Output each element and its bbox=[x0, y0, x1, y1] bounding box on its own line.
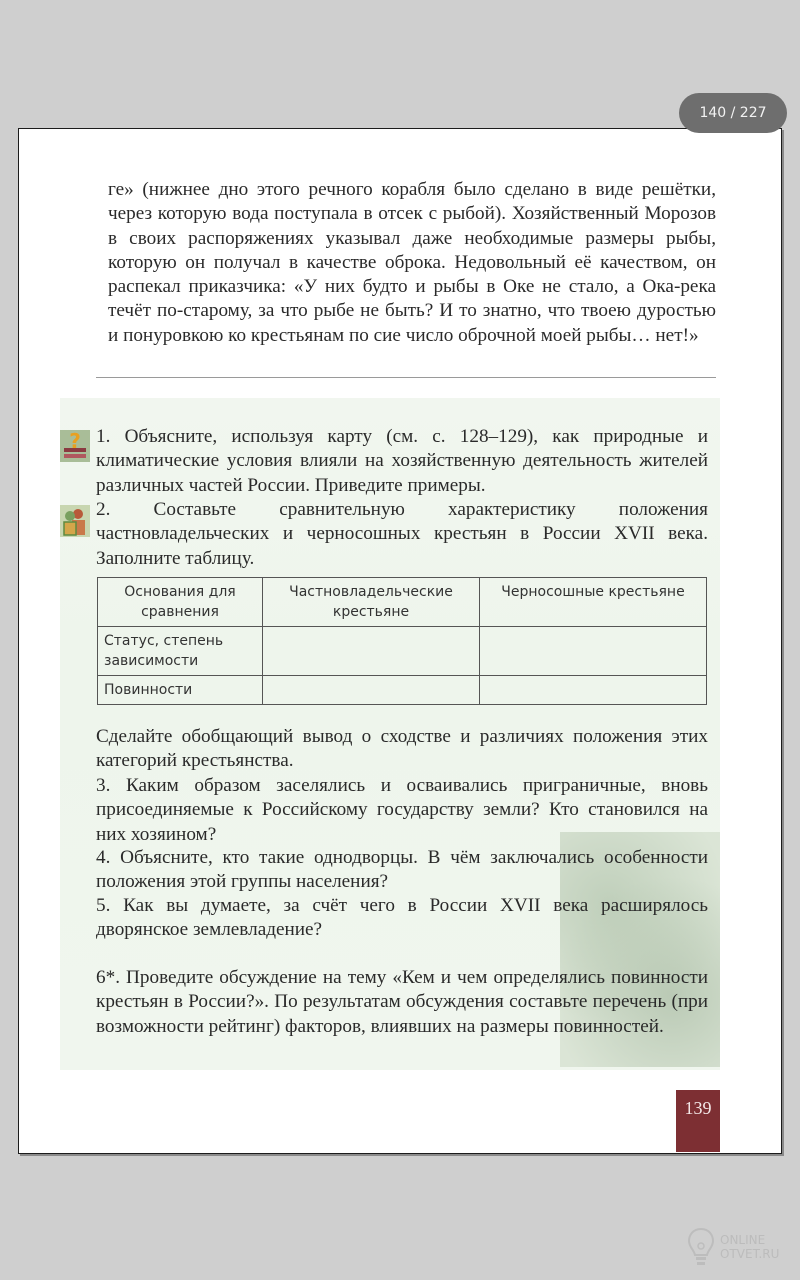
table-cell bbox=[263, 627, 480, 676]
task-1 bbox=[96, 425, 708, 498]
task-2-text: 2. Составьте сравнительную характеристику положения частновладельческих и черносошных крестьян в России XVII века. Заполните таблицу. bbox=[96, 499, 708, 569]
task-4 bbox=[96, 846, 708, 895]
page-counter-badge: 140 / 227 bbox=[679, 93, 787, 133]
page-number-tab: 139 bbox=[676, 1090, 720, 1152]
table-cell bbox=[480, 627, 707, 676]
people-icon bbox=[60, 505, 90, 537]
task-2 bbox=[96, 498, 708, 571]
section-divider bbox=[96, 377, 716, 378]
table-row bbox=[98, 627, 707, 676]
table-cell: Статус, степень зависимости bbox=[98, 627, 263, 676]
watermark-line-1: ONLINE bbox=[720, 1233, 766, 1247]
intro-paragraph bbox=[108, 178, 716, 348]
task-5 bbox=[96, 894, 708, 943]
task-6 bbox=[96, 966, 708, 1039]
comparison-table bbox=[97, 577, 707, 705]
task-3-text: 3. Каким образом заселялись и осваивались приграничные, вновь присоединяемые к Российскому государству земли? Кто становился на них хозяином? bbox=[96, 775, 708, 845]
svg-text:?: ? bbox=[69, 430, 81, 453]
table-header-row bbox=[98, 578, 707, 627]
task-1-text: 1. Объясните, используя карту (см. с. 128–129), как природные и климатические условия влияли на хозяйственную деятельность жителей различных частей России. Приведите примеры. bbox=[96, 426, 708, 496]
table-conclusion bbox=[96, 725, 708, 774]
table-cell bbox=[480, 676, 707, 705]
task-6-text: 6*. Проведите обсуждение на тему «Кем и чем определялись повинности крестьян в России?». По результатам обсуждения составьте перечень (при возможности рейтинг) факторов, влиявших на размеры повинностей. bbox=[96, 967, 708, 1037]
question-icon bbox=[60, 430, 90, 462]
site-watermark bbox=[686, 1222, 800, 1272]
table-cell: Повинности bbox=[98, 676, 263, 705]
table-row bbox=[98, 676, 707, 705]
table-header-cell: Черносошные крестьяне bbox=[480, 578, 707, 627]
table-conclusion-text: Сделайте обобщающий вывод о сходстве и различиях положения этих категорий крестьянства. bbox=[96, 726, 708, 772]
lightbulb-icon bbox=[686, 1226, 716, 1268]
watermark-text bbox=[720, 1233, 779, 1261]
task-5-text: 5. Как вы думаете, за счёт чего в России XVII века расширялось дворянское землевладение? bbox=[96, 895, 708, 941]
table-header-cell: Частновладельческие крестьяне bbox=[263, 578, 480, 627]
table-header-cell: Основания для сравнения bbox=[98, 578, 263, 627]
table-cell bbox=[263, 676, 480, 705]
watermark-line-2: OTVET.RU bbox=[720, 1247, 780, 1261]
task-4-text: 4. Объясните, кто такие однодворцы. В чём заключались особенности положения этой группы населения? bbox=[96, 847, 708, 893]
intro-text: ге» (нижнее дно этого речного корабля было сделано в виде решётки, через которую вода поступала в отсек с рыбой). Хозяйственный Морозов в своих распоряжениях указывал даже необходимые размеры рыбы, которую он получал в качестве оброка. Недовольный её качеством, он распекал приказчика: «У них будто и рыбы в Оке не стало, а Ока-река течёт по-старому, за что рыбе не быть? И то знатно, что твоею дуростью и понуровкою ко крестьянам по сие число оброчной моей рыбы… нет!» bbox=[108, 179, 716, 346]
task-3 bbox=[96, 774, 708, 847]
